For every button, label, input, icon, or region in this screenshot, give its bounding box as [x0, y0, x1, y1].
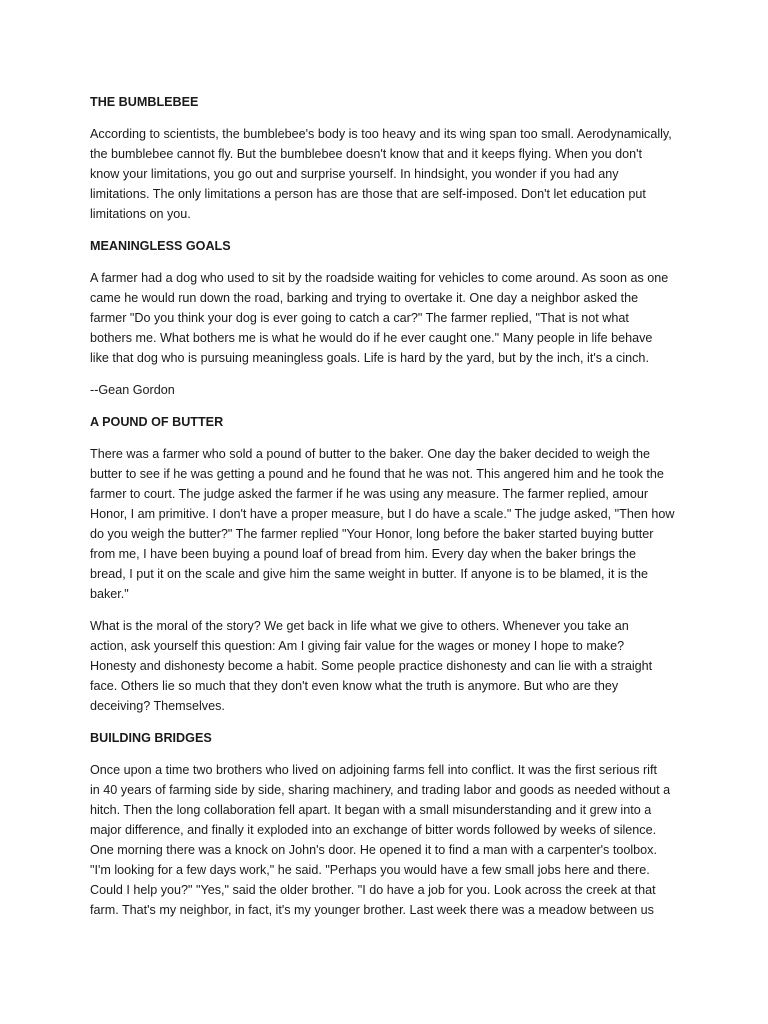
paragraph-pound-of-butter-story: There was a farmer who sold a pound of butter to the baker. One day the baker decided to weigh the butter to see if he was getting a pound and he found that he was not. This angered him and he took the farmer to court. The judge asked the farmer if he was using any measure. The farmer replied, amour Honor, I am primitive. I don't have a proper measure, but I do have a scale." The judge asked, "Then how do you weigh the butter?" The farmer replied "Your Honor, long before the baker started buying butter from me, I have been buying a pound loaf of bread from him. Every day when the baker brings the bread, I put it on the scale and give him the same weight in butter. If anyone is to be blamed, it is the baker.": [90, 447, 675, 601]
document-page: [90, 92, 680, 932]
section-heading-pound-of-butter: A POUND OF BUTTER: [90, 415, 224, 429]
paragraph-meaningless-goals: A farmer had a dog who used to sit by the roadside waiting for vehicles to come around. As soon as one came he would run down the road, barking and trying to overtake it. One day a neighbor asked the farmer "Do you think your dog is ever going to catch a car?" The farmer replied, "That is not what bothers me. What bothers me is what he would do if he ever caught one." Many people in life behave like that dog who is pursuing meaningless goals. Life is hard by the yard, but by the inch, it's a cinch.: [90, 271, 669, 365]
paragraph-building-bridges: Once upon a time two brothers who lived on adjoining farms fell into conflict. It was the first serious rift in 40 years of farming side by side, sharing machinery, and trading labor and goods as needed without a hitch. Then the long collaboration fell apart. It began with a small misunderstanding and it grew into a major difference, and finally it exploded into an exchange of bitter words followed by weeks of silence. One morning there was a knock on John's door. He opened it to find a man with a carpenter's toolbox. "I'm looking for a few days work," he said. "Perhaps you would have a few small jobs here and there. Could I help you?" "Yes," said the older brother. "I do have a job for you. Look across the creek at that farm. That's my neighbor, in fact, it's my younger brother. Last week there was a meadow between us: [90, 763, 671, 917]
attribution-gean-gordon: --Gean Gordon: [90, 383, 175, 397]
paragraph-bumblebee: According to scientists, the bumblebee's body is too heavy and its wing span too small. Aerodynamically, the bumblebee cannot fly. But the bumblebee doesn't know that and it keeps flying. When you don't know your limitations, you go out and surprise yourself. In hindsight, you wonder if you had any limitations. The only limitations a person has are those that are self-imposed. Don't let education put limitations on you.: [90, 127, 672, 221]
section-heading-meaningless-goals: MEANINGLESS GOALS: [90, 239, 231, 253]
section-heading-building-bridges: BUILDING BRIDGES: [90, 731, 212, 745]
paragraph-pound-of-butter-moral: What is the moral of the story? We get back in life what we give to others. Whenever you take an action, ask yourself this question: Am I giving fair value for the wages or money I hope to make? Honesty and dishonesty become a habit. Some people practice dishonesty and can lie with a straight face. Others lie so much that they don't even know what the truth is anymore. But who are they deceiving? Themselves.: [90, 619, 653, 713]
section-heading-bumblebee: THE BUMBLEBEE: [90, 95, 199, 109]
